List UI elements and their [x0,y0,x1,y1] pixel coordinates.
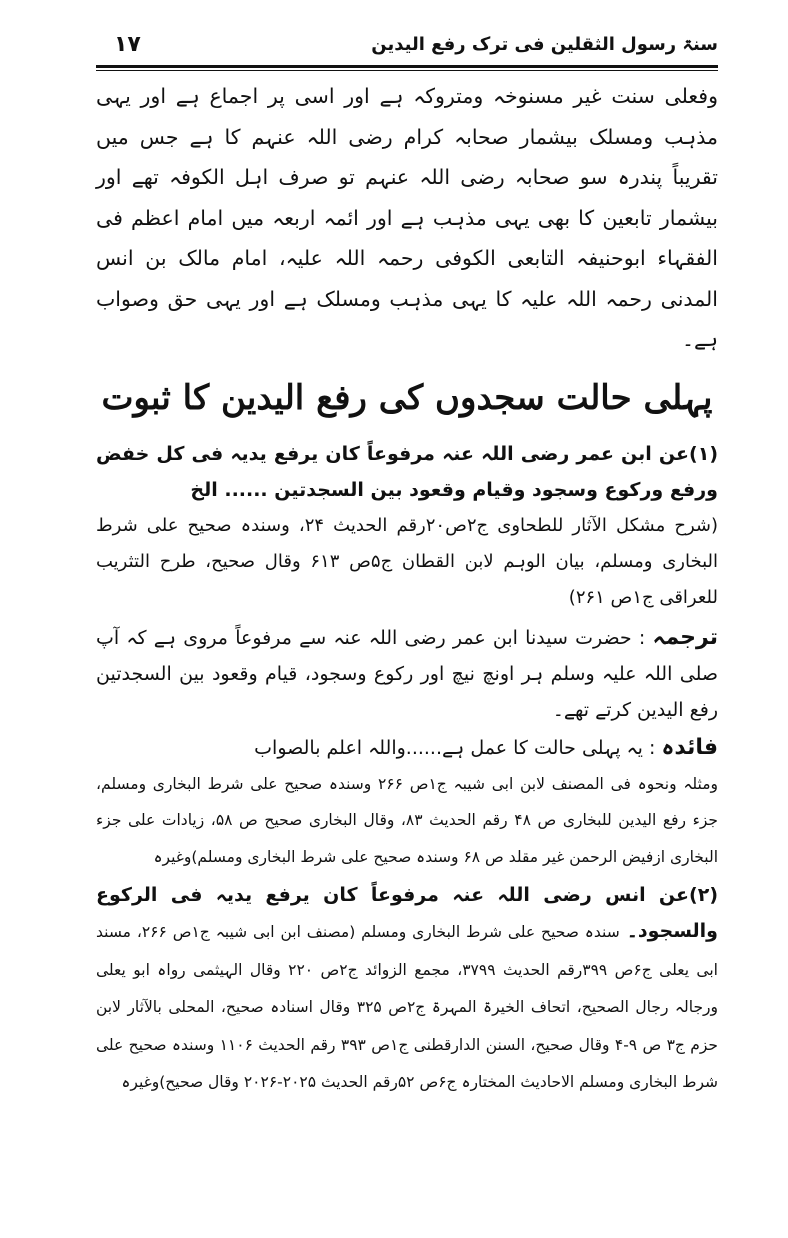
section-heading: پہلی حالت سجدوں کی رفع الیدین کا ثبوت [101,377,713,418]
page-body [96,76,718,1101]
hadith-1-extra-references: ومثلہ ونحوہ فی المصنف لابن ابی شیبہ ج۱ص ۲۶۶ وسندہ صحیح علی شرط البخاری ومسلم، جزء رفع الیدین للبخاری ص ۴۸ رقم الحدیث ۸۳، وقال البخاری صحیح ص ۵۸، زیادات علی جزء البخاری ازفیض الرحمن غیر مقلد ص ۶۸ وسندہ صحیح علی شرط البخاری ومسلم)وغیرہ [96,774,718,866]
hadith-1-arabic: عن ابن عمر رضی اللہ عنہ مرفوعاً کان یرفع یدیہ فی کل خفض ورفع ورکوع وسجود وقیام وقعود بین السجدتین ...... الخ [96,442,718,501]
hadith-1-benefit [96,730,718,766]
header-rule-thick [96,65,718,68]
hadith-1-translation [96,620,718,728]
running-title: سنۃ رسول الثقلین فی ترک رفع الیدین [371,34,718,55]
faida-label: فائدہ [661,734,718,760]
page-header [96,30,718,64]
hadith-2-text [96,877,718,1101]
intro-paragraph: وفعلی سنت غیر مسنوخہ ومتروکہ ہے اور اسی پر اجماع ہے اور یہی مذہب ومسلک بیشمار صحابہ کرام رضی اللہ عنہم کا ہے جس میں تقریباً پندرہ سو صحابہ رضی اللہ عنہم تو صرف اہل الکوفہ تھے اور بیشمار تابعین کا بھی یہی مذہب ہے اور ائمہ اربعہ میں امام اعظم فی الفقہاء ابوحنیفہ التابعی الکوفی رحمہ اللہ علیہ، امام مالک بن انس المدنی رحمہ اللہ علیہ کا یہی مذہب ومسلک ہے اور یہی حق وصواب ہے۔ [96,84,718,351]
hadith-1-reference: (شرح مشکل الآثار للطحاوی ج۲ص۲۰رقم الحدیث ۲۴، وسندہ صحیح علی شرط البخاری ومسلم، بیان الوہم لابن القطان ج۵ص ۶۱۳ وقال صحیح، طرح التثریب للعراقی ج۱ص ۲۶۱) [96,514,719,608]
hadith-1-number: (۱) [689,442,718,465]
tarjuma-text: : حضرت سیدنا ابن عمر رضی اللہ عنہ سے مرفوعاً مروی ہے کہ آپ صلی اللہ علیہ وسلم ہر اونچ نیچ اور رکوع وسجود، قیام وقعود بین السجدتین رفع الیدین کرتے تھے۔ [96,626,718,721]
hadith-1-text [96,436,718,508]
hadith-2-reference: سندہ صحیح علی شرط البخاری ومسلم (مصنف ابن ابی شیبہ ج۱ص ۲۶۶، مسند ابی یعلی ج۶ص ۳۹۹رقم الحدیث ۳۷۹۹، مجمع الزوائد ج۲ص ۲۲۰ وقال الہیثمی رواہ ابو یعلی ورجالہ رجال الصحیح، اتحاف الخیرۃ المہرۃ ج۲ص ۳۲۵ وقال اسنادہ صحیح، المحلی بالآثار لابن حزم ج۳ ص ۹-۴ وقال صحیح، السنن الدارقطنی ج۱ص ۳۹۳ رقم الحدیث ۱۱۰۶ وسندہ صحیح علی شرط البخاری ومسلم الاحادیث المختارہ ج۶ص ۵۲رقم الحدیث ۲۰۲۵-۲۰۲۶ وقال صحیح)وغیرہ [96,923,719,1091]
page-number: ۱۷ [114,32,141,57]
faida-text: : یہ پہلی حالت کا عمل ہے......واللہ اعلم بالصواب [254,736,656,759]
hadith-2-arabic: عن انس رضی اللہ عنہ مرفوعاً کان یرفع یدیہ فی الرکوع والسجود۔ [96,884,718,942]
tarjuma-label: ترجمہ [652,624,718,650]
header-rule-thin [96,70,718,71]
hadith-2-number: (۲) [689,884,718,906]
